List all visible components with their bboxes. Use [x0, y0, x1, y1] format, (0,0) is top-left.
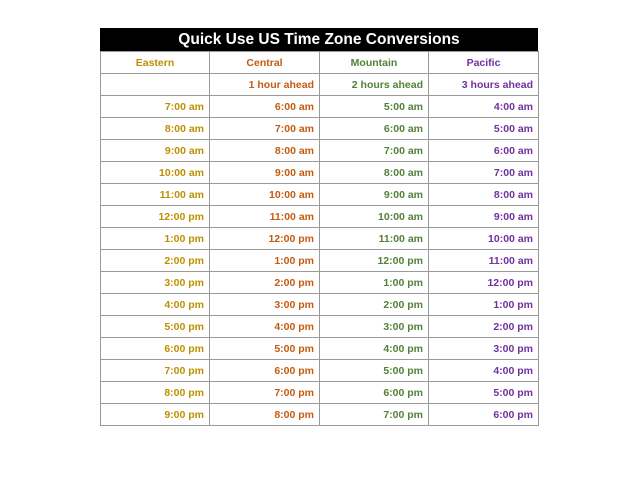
table-row: [101, 382, 539, 404]
time-cell-central: 10:00 am: [210, 184, 320, 206]
time-cell-pacific: 9:00 am: [429, 206, 539, 228]
time-cell-eastern: 2:00 pm: [101, 250, 210, 272]
time-cell-pacific: 3:00 pm: [429, 338, 539, 360]
time-cell-pacific: 4:00 am: [429, 96, 539, 118]
time-cell-central: 2:00 pm: [210, 272, 320, 294]
time-cell-mountain: 7:00 pm: [320, 404, 429, 426]
time-cell-pacific: 12:00 pm: [429, 272, 539, 294]
time-cell-mountain: 12:00 pm: [320, 250, 429, 272]
time-cell-eastern: 7:00 pm: [101, 360, 210, 382]
time-cell-central: 12:00 pm: [210, 228, 320, 250]
time-cell-pacific: 11:00 am: [429, 250, 539, 272]
time-cell-central: 9:00 am: [210, 162, 320, 184]
table-row: [101, 96, 539, 118]
time-cell-central: 11:00 am: [210, 206, 320, 228]
time-cell-mountain: 7:00 am: [320, 140, 429, 162]
time-cell-central: 8:00 pm: [210, 404, 320, 426]
table-row: [101, 338, 539, 360]
table-row: [101, 360, 539, 382]
time-cell-eastern: 8:00 pm: [101, 382, 210, 404]
time-zone-sheet: [100, 28, 538, 426]
header-central: Central: [210, 52, 320, 74]
time-cell-central: 4:00 pm: [210, 316, 320, 338]
table-row: [101, 228, 539, 250]
table-row: [101, 162, 539, 184]
time-cell-eastern: 3:00 pm: [101, 272, 210, 294]
time-cell-central: 8:00 am: [210, 140, 320, 162]
time-cell-mountain: 5:00 am: [320, 96, 429, 118]
offset-central: 1 hour ahead: [210, 74, 320, 96]
time-cell-eastern: 10:00 am: [101, 162, 210, 184]
conversion-table: [100, 51, 539, 426]
time-cell-pacific: 10:00 am: [429, 228, 539, 250]
time-cell-mountain: 1:00 pm: [320, 272, 429, 294]
time-cell-eastern: 9:00 pm: [101, 404, 210, 426]
time-cell-central: 6:00 pm: [210, 360, 320, 382]
time-cell-mountain: 11:00 am: [320, 228, 429, 250]
time-cell-pacific: 5:00 pm: [429, 382, 539, 404]
time-cell-eastern: 12:00 pm: [101, 206, 210, 228]
time-cell-eastern: 9:00 am: [101, 140, 210, 162]
zone-header-row: [101, 52, 539, 74]
table-row: [101, 206, 539, 228]
time-cell-mountain: 4:00 pm: [320, 338, 429, 360]
table-row: [101, 316, 539, 338]
table-row: [101, 140, 539, 162]
time-cell-central: 7:00 pm: [210, 382, 320, 404]
time-cell-pacific: 7:00 am: [429, 162, 539, 184]
time-cell-mountain: 8:00 am: [320, 162, 429, 184]
time-cell-mountain: 2:00 pm: [320, 294, 429, 316]
table-row: [101, 118, 539, 140]
time-cell-central: 1:00 pm: [210, 250, 320, 272]
table-row: [101, 184, 539, 206]
time-cell-pacific: 6:00 am: [429, 140, 539, 162]
time-cell-pacific: 1:00 pm: [429, 294, 539, 316]
table-row: [101, 404, 539, 426]
time-cell-pacific: 8:00 am: [429, 184, 539, 206]
table-row: [101, 272, 539, 294]
offset-row: [101, 74, 539, 96]
time-cell-eastern: 7:00 am: [101, 96, 210, 118]
time-cell-central: 5:00 pm: [210, 338, 320, 360]
time-cell-eastern: 4:00 pm: [101, 294, 210, 316]
time-cell-eastern: 8:00 am: [101, 118, 210, 140]
time-cell-eastern: 11:00 am: [101, 184, 210, 206]
time-cell-pacific: 6:00 pm: [429, 404, 539, 426]
time-cell-mountain: 6:00 am: [320, 118, 429, 140]
time-cell-mountain: 6:00 pm: [320, 382, 429, 404]
time-cell-mountain: 5:00 pm: [320, 360, 429, 382]
header-pacific: Pacific: [429, 52, 539, 74]
table-row: [101, 250, 539, 272]
header-eastern: Eastern: [101, 52, 210, 74]
time-cell-mountain: 10:00 am: [320, 206, 429, 228]
time-cell-pacific: 2:00 pm: [429, 316, 539, 338]
offset-eastern: [101, 74, 210, 96]
sheet-title: Quick Use US Time Zone Conversions: [100, 28, 538, 51]
table-row: [101, 294, 539, 316]
offset-mountain: 2 hours ahead: [320, 74, 429, 96]
time-cell-eastern: 5:00 pm: [101, 316, 210, 338]
time-cell-central: 7:00 am: [210, 118, 320, 140]
time-cell-pacific: 4:00 pm: [429, 360, 539, 382]
time-cell-eastern: 1:00 pm: [101, 228, 210, 250]
time-cell-mountain: 3:00 pm: [320, 316, 429, 338]
time-cell-central: 3:00 pm: [210, 294, 320, 316]
time-cell-mountain: 9:00 am: [320, 184, 429, 206]
offset-pacific: 3 hours ahead: [429, 74, 539, 96]
time-cell-pacific: 5:00 am: [429, 118, 539, 140]
time-cell-eastern: 6:00 pm: [101, 338, 210, 360]
time-cell-central: 6:00 am: [210, 96, 320, 118]
time-rows: [101, 96, 539, 426]
header-mountain: Mountain: [320, 52, 429, 74]
